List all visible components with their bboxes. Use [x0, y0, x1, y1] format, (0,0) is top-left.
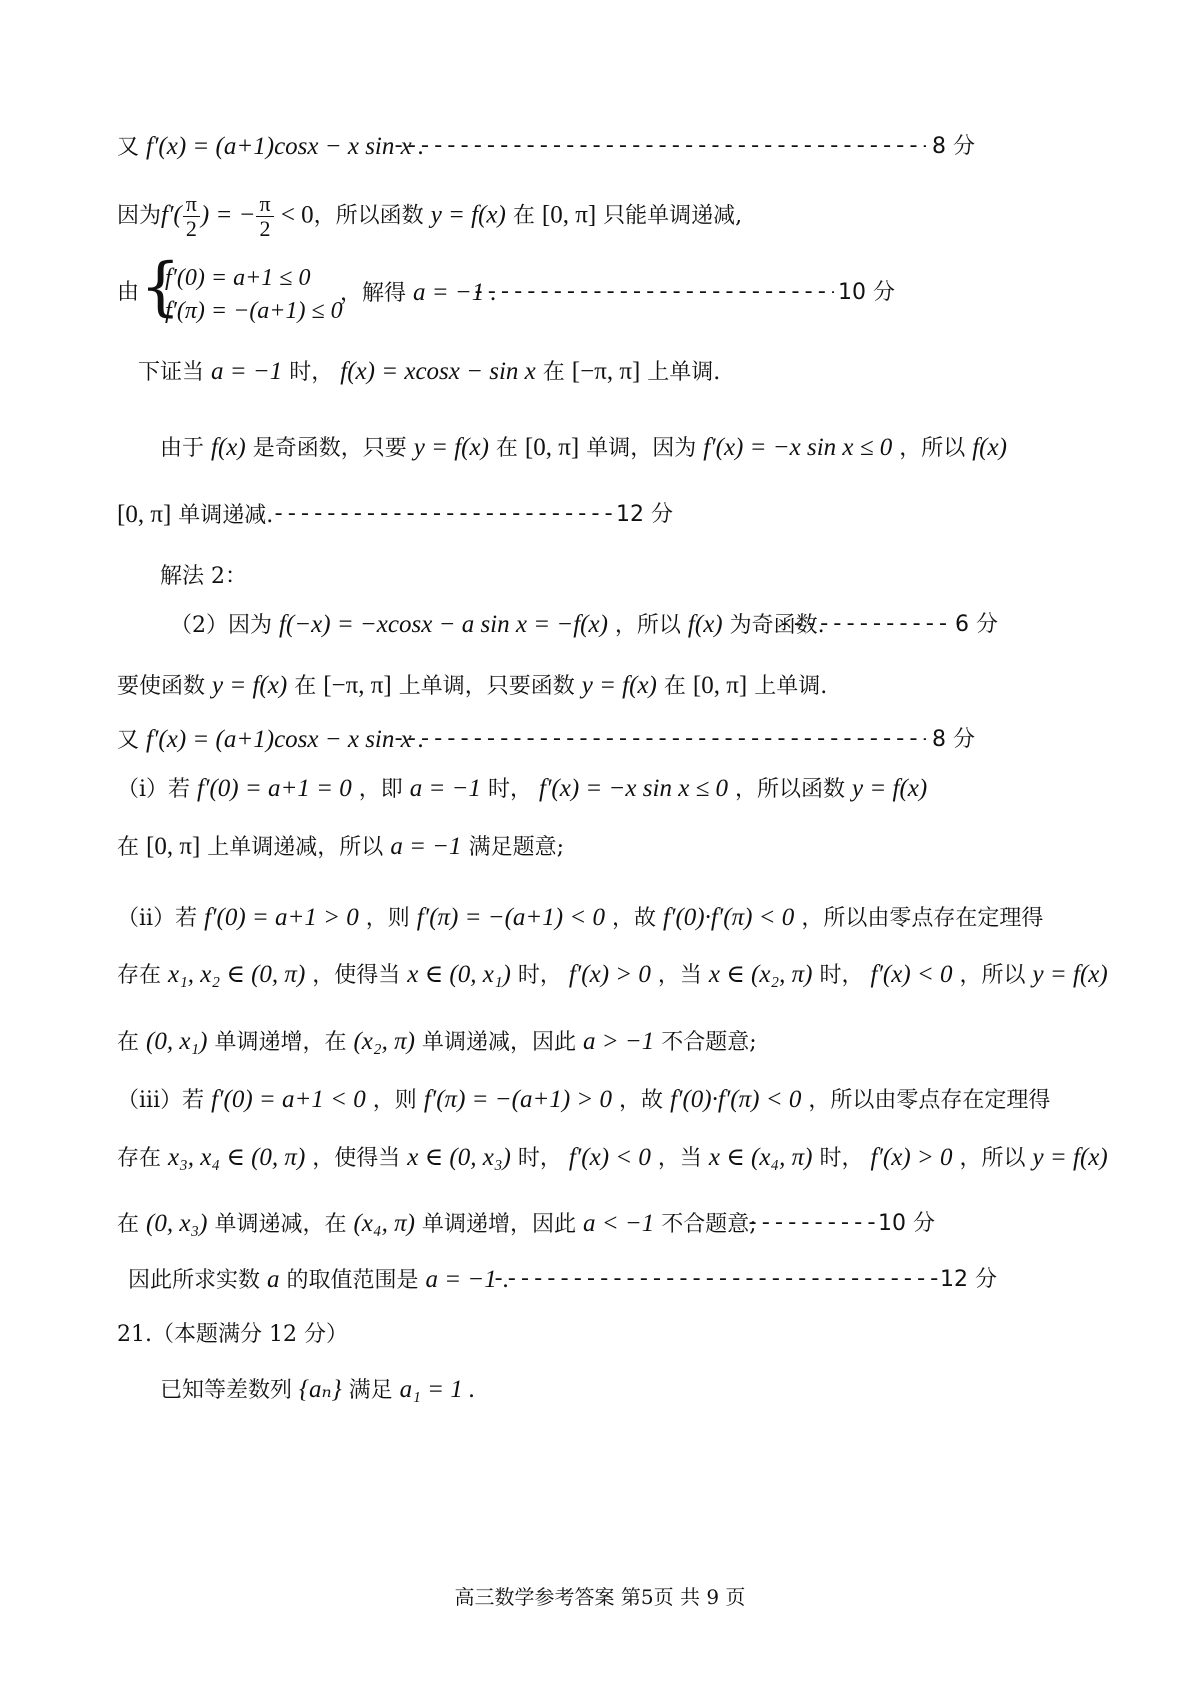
math-expression: a	[267, 1266, 280, 1293]
math-expression: f′(x) = (a+1)cosx − x sin x .	[146, 726, 425, 753]
math-expression: f′(0)·f′(π) < 0	[670, 1086, 802, 1113]
case-i-conclusion-line	[117, 832, 564, 863]
text-segment: ，所以由零点存在定理得	[801, 906, 1044, 931]
text-prefix: 由	[117, 280, 140, 305]
method-2-heading: 解法 2：	[160, 564, 247, 589]
text-segment: 不合题意;	[661, 1212, 757, 1237]
monotonic-decreasing-line	[117, 192, 742, 241]
text-segment: 在	[294, 674, 317, 699]
text-segment: ，所以	[614, 613, 681, 638]
text-prefix: 又	[117, 135, 140, 160]
math-expression: f′(	[161, 201, 182, 229]
text-segment: 单调递减，因此	[421, 1030, 576, 1055]
text-segment: 时，	[517, 963, 562, 988]
text-segment: ，故	[619, 1088, 664, 1113]
math-expression: x₁, x₂ ∈ (0, π)	[168, 961, 306, 988]
score-marker: 10 分	[878, 1211, 935, 1236]
case-iii-existence-line	[117, 1143, 1108, 1174]
score-marker: 12 分	[940, 1267, 997, 1292]
text-segment: ，使得当	[312, 963, 401, 988]
derivative-line-1	[117, 132, 424, 163]
math-expression: a = −1	[409, 775, 481, 802]
text-segment: ，当	[657, 963, 702, 988]
math-expression: f′(0) = a+1 = 0	[197, 775, 352, 802]
math-expression: x ∈ (x₄, π)	[708, 1144, 813, 1171]
math-expression: a = −1	[211, 358, 283, 385]
math-expression: < 0	[274, 201, 314, 229]
math-expression: f(x)	[972, 434, 1007, 461]
text-segment: 上单调递减，所以	[207, 835, 384, 860]
text-segment: 时，	[517, 1146, 562, 1171]
text-segment: （i）若	[117, 777, 191, 802]
inequality-1: f′(0) = a+1 ≤ 0	[165, 265, 311, 291]
text-segment: 为奇函数.	[729, 613, 825, 638]
math-expression: [0, π]	[692, 672, 748, 699]
math-expression: y = f(x)	[212, 672, 288, 699]
text-segment: 因此所求实数	[128, 1268, 261, 1293]
math-expression: f′(x) > 0	[568, 961, 651, 988]
text-segment: 不合题意;	[661, 1030, 757, 1055]
math-expression: f(−x) = −xcosx − a sin x = −f(x)	[279, 611, 608, 638]
fraction-denominator: 2	[259, 216, 271, 241]
page-footer: 高三数学参考答案 第5页 共 9 页	[454, 1585, 746, 1609]
math-expression: f′(π) = −(a+1) < 0	[416, 904, 606, 931]
text-segment: 由于	[160, 436, 205, 461]
text-segment: 时，	[289, 360, 334, 385]
text-segment: 单调递减，在	[214, 1212, 347, 1237]
math-expression: f′(x) < 0	[870, 961, 953, 988]
text-segment: ，所以由零点存在定理得	[808, 1088, 1051, 1113]
math-expression: x ∈ (0, x₃)	[407, 1144, 511, 1171]
math-expression: f′(π) = −(a+1) > 0	[423, 1086, 613, 1113]
math-expression: f′(x) = (a+1)cosx − x sin x .	[146, 133, 425, 160]
text-segment: 存在	[117, 963, 162, 988]
case-iii-conclusion-line	[117, 1209, 757, 1240]
math-expression: f′(x) > 0	[870, 1144, 953, 1171]
leader-dashes	[272, 500, 612, 530]
math-expression: f(x)	[687, 611, 723, 638]
fraction-denominator: 2	[185, 216, 197, 241]
decreasing-conclusion-line	[117, 500, 273, 531]
math-expression: a = −1	[390, 833, 462, 860]
math-expression: y = f(x)	[581, 672, 657, 699]
math-expression: y = f(x)	[430, 201, 506, 229]
text-segment: 在	[117, 1030, 140, 1055]
math-expression: f(x) = xcosx − sin x	[340, 358, 536, 385]
math-expression: x ∈ (0, x₁)	[407, 961, 511, 988]
math-expression: x ∈ (x₂, π)	[708, 961, 813, 988]
text-segment: 单调递增，在	[214, 1030, 347, 1055]
leader-dashes	[778, 610, 953, 640]
arithmetic-sequence-line	[160, 1375, 475, 1406]
math-expression: (0, x₃)	[146, 1210, 208, 1237]
text-segment: （2）因为	[170, 613, 272, 638]
text-segment: ，则	[365, 906, 410, 931]
verify-line	[138, 357, 720, 388]
text-segment: 下证当	[138, 360, 205, 385]
derivative-line-2	[117, 725, 424, 756]
text-segment: ，所以函数	[735, 777, 846, 802]
math-expression: [0, π]	[146, 833, 201, 860]
text-segment: ，所以	[959, 1146, 1026, 1171]
fraction-pi-over-2-b	[256, 192, 273, 241]
text-segment: 的取值范围是	[286, 1268, 419, 1293]
leader-dashes	[746, 1209, 876, 1239]
text-segment: ，所以函数	[313, 203, 424, 229]
case-i-line	[117, 774, 927, 805]
case-ii-existence-line	[117, 960, 1108, 991]
text-segment: ，解得	[340, 281, 407, 306]
math-expression: f′(0) = a+1 < 0	[211, 1086, 366, 1113]
leader-dashes	[492, 1265, 938, 1295]
text-segment: 在	[495, 436, 518, 461]
text-segment: ，所以	[899, 436, 966, 461]
final-answer-line	[128, 1265, 509, 1296]
text-segment: 在	[117, 835, 140, 860]
leader-dashes	[392, 725, 926, 755]
odd-function-line	[160, 433, 1007, 464]
text-segment: 上单调，只要函数	[398, 674, 575, 699]
math-expression: a < −1	[582, 1210, 655, 1237]
math-expression: [−π, π]	[571, 358, 641, 385]
text-segment: 时，	[819, 963, 864, 988]
text-segment: 因为	[117, 203, 162, 229]
odd-function-proof-line	[170, 610, 825, 641]
case-ii-conclusion-line	[117, 1027, 757, 1058]
math-expression: f(x)	[211, 434, 246, 461]
left-brace: {	[140, 250, 181, 324]
math-expression: [0, π]	[117, 501, 172, 528]
math-expression: f′(0)·f′(π) < 0	[663, 904, 795, 931]
text-segment: 在	[512, 203, 535, 229]
score-marker: 8 分	[932, 727, 975, 752]
text-segment: 又	[117, 728, 140, 753]
text-segment: （iii）若	[117, 1088, 205, 1113]
text-segment: 满足	[348, 1378, 393, 1403]
text-segment: 满足题意;	[468, 835, 564, 860]
fraction-pi-over-2	[183, 192, 200, 241]
text-segment: 存在	[117, 1146, 162, 1171]
math-expression: (x₂, π)	[353, 1028, 415, 1055]
math-expression: f′(x) = −x sin x ≤ 0	[703, 434, 893, 461]
case-iii-line	[117, 1085, 1050, 1116]
text-segment: ，使得当	[312, 1146, 401, 1171]
score-marker: 6 分	[955, 612, 998, 637]
text-segment: ，即	[358, 777, 403, 802]
inequality-2: f′(π) = −(a+1) ≤ 0	[165, 298, 343, 324]
math-expression: y = f(x)	[1032, 1144, 1108, 1171]
text-segment: ，故	[612, 906, 657, 931]
score-marker: 8 分	[932, 134, 975, 159]
text-segment: （ii）若	[117, 906, 198, 931]
math-expression: [0, π]	[541, 201, 597, 229]
math-expression: ) = −	[200, 201, 256, 229]
math-expression: f′(x) < 0	[568, 1144, 651, 1171]
text-segment: 要使函数	[117, 674, 206, 699]
fraction-numerator: π	[183, 192, 200, 217]
math-expression: f′(x) = −x sin x ≤ 0	[539, 775, 729, 802]
text-segment: 上单调.	[647, 360, 721, 385]
math-expression: (0, x₁)	[146, 1028, 208, 1055]
math-expression: a > −1	[582, 1028, 655, 1055]
math-expression: a = −1 .	[425, 1266, 510, 1293]
text-segment: 时，	[819, 1146, 864, 1171]
text-segment: ，当	[657, 1146, 702, 1171]
score-marker: 10 分	[838, 280, 895, 305]
text-segment: 是奇函数，只要	[252, 436, 407, 461]
text-segment: 单调递增，因此	[421, 1212, 576, 1237]
text-segment: 只能单调递减,	[603, 203, 743, 229]
text-segment: 已知等差数列	[160, 1378, 293, 1403]
monotonic-requirement-line	[117, 671, 827, 702]
text-segment: ，则	[372, 1088, 417, 1113]
leader-dashes	[472, 278, 834, 308]
score-marker: 12 分	[616, 502, 673, 527]
math-expression: y = f(x)	[852, 775, 928, 802]
text-segment: 在	[117, 1212, 140, 1237]
math-expression: (x₄, π)	[353, 1210, 415, 1237]
text-segment: 上单调.	[754, 674, 828, 699]
text-segment: 在	[663, 674, 686, 699]
fraction-numerator: π	[256, 192, 273, 217]
math-expression: a = −1 .	[413, 279, 497, 306]
math-expression: [0, π]	[524, 434, 580, 461]
math-expression: f′(0) = a+1 > 0	[204, 904, 359, 931]
text-segment: 单调，因为	[586, 436, 697, 461]
math-expression: a₁ = 1 .	[399, 1376, 476, 1403]
text-segment: 时，	[488, 777, 533, 802]
math-expression: [−π, π]	[323, 672, 392, 699]
case-ii-line	[117, 903, 1043, 934]
text-segment: 在	[542, 360, 565, 385]
math-expression: y = f(x)	[1032, 961, 1108, 988]
question-21-heading: 21.（本题满分 12 分）	[117, 1322, 348, 1347]
text-segment: 单调递减.	[178, 503, 274, 528]
math-expression: {aₙ}	[299, 1376, 342, 1403]
math-expression: x₃, x₄ ∈ (0, π)	[168, 1144, 306, 1171]
text-segment: ，所以	[959, 963, 1026, 988]
leader-dashes	[392, 132, 926, 162]
math-expression: y = f(x)	[413, 434, 489, 461]
inequality-system	[165, 262, 343, 328]
